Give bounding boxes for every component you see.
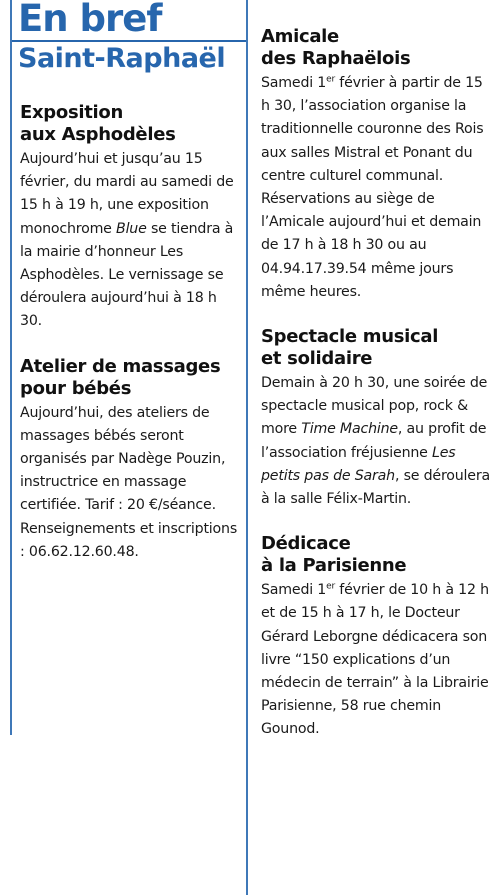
body-text: se tiendra à la mairie d’honneur Les Asphodèles. Le vernissage se déroulera aujourd’hui à 18 h 30. [20,220,234,330]
article-title-line: Dédicace [261,533,351,555]
article-title-line: Amicale [261,26,339,47]
body-italic: Les petits pas de Sarah [261,444,456,484]
article-title-line: pour bébés [20,377,132,399]
article-body [261,579,492,741]
article-body [20,148,240,334]
body-text: , se déroulera à la salle Félix-Martin. [261,467,490,508]
article-body [20,402,240,564]
article-title-line: Atelier de massages [20,355,221,377]
body-text: Aujourd’hui, des ateliers de massages bébés seront organisés par Nadège Pouzin, instructrice en massage certifiée. Tarif : 20 €/séance. Renseignements et inscriptions : 06.62.12.60.48. [20,404,238,560]
article-title-line: et solidaire [261,348,373,370]
body-italic: Blue [116,220,147,237]
article-title-line: Spectacle musical [261,326,439,348]
column-divider [246,0,248,895]
article-title-line: à la Parisienne [261,555,407,577]
section-header [12,0,240,76]
body-text: février à partir de 15 h 30, l’association organise la traditionnelle couronne des Rois aux salles Mistral et Ponant du centre culturel communal. Réservations au siège de l’Amicale aujourd’hui et demain de 17 h à 18 h 30 ou au 04.94.17.39.54 même jours même heures. [261,75,484,300]
body-text: , au profit de l’association fréjusienne [261,421,487,461]
body-text: février de 10 h à 12 h et de 15 h à 17 h, le Docteur Gérard Leborgne dédicacera son livre “150 explications d’un médecin de terrain” à la Librairie Parisienne, 58 rue chemin Gounod. [261,582,489,738]
article-atelier [12,356,240,564]
ordinal-superscript: er [326,581,335,592]
right-column [257,0,492,742]
body-text: Samedi 1 [261,582,327,599]
article-amicale [257,26,492,304]
article-title [20,102,240,146]
section-subtitle: Saint-Raphaël [18,43,226,74]
body-text: Demain à 20 h 30, une soirée de spectacle musical pop, rock & more [261,375,488,438]
article-title-line: aux Asphodèles [20,124,176,145]
article-title [261,326,492,370]
body-text: Aujourd’hui et jusqu’au 15 février, du mardi au samedi de 15 h à 19 h, une exposition monochrome [20,151,234,237]
article-title [261,533,492,577]
article-title-line: des Raphaëlois [261,48,411,69]
article-spectacle [257,326,492,511]
article-title-line: Exposition [20,102,123,123]
body-text: Samedi 1 [261,75,327,91]
section-title: En bref [18,0,162,40]
article-title [261,26,492,70]
ordinal-superscript: er [326,74,335,85]
article-body [261,72,492,304]
article-exposition [12,102,240,334]
body-italic: Time Machine [301,421,398,438]
article-title [20,356,240,400]
article-body [261,372,492,511]
left-column [10,0,240,735]
article-dedicace [257,533,492,741]
